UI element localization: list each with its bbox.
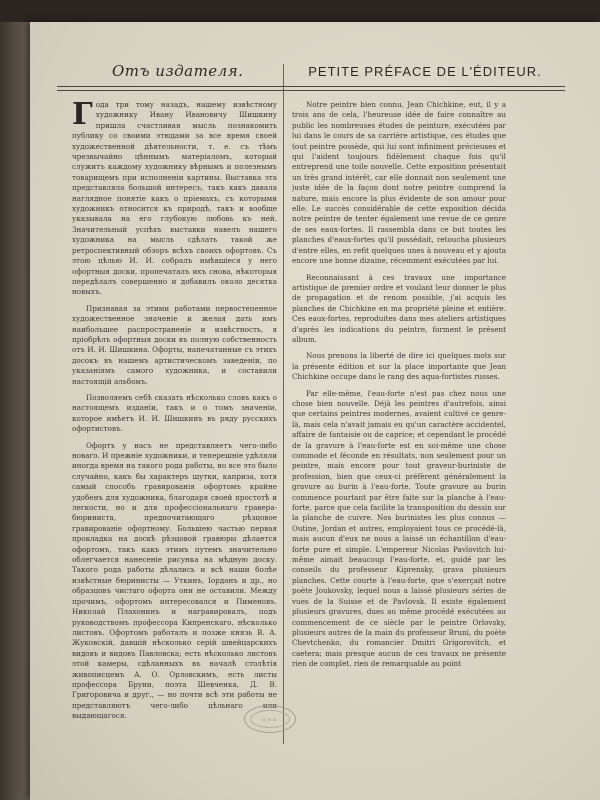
russian-text-column [72, 100, 277, 760]
paragraph: Nous prenons la liberté de dire ici quelques mots sur la présente édition et sur la place importante que Jean Chichkine occupe dans le rang des aqua-fortistes russes. [292, 351, 506, 382]
library-stamp [244, 705, 296, 733]
header-rule [57, 86, 565, 87]
stamp-inner-ring [250, 710, 290, 728]
book-gutter [0, 22, 32, 800]
paragraph: Par elle-même, l'eau-forte n'est pas chez nous une chose bien nouvelle. Déjà les peintres d'autrefois, ainsi que certains peintres modernes, avaient cultivé ce genre-là, mais cela n'avait jamais eu qu'un caractère accidentel, affaire de fantaisie ou de caprice; et cependant le procédé de la gravure à l'eau-forte est en soi-même une chose commode et féconde en résultats, non seulement pour un peintre, mais encore pour tout graveur-buriniste de profession, bien que ceux-ci préfèrent généralement la gravure au burin à l'eau-forte. Toute gravure au burin commence pourtant par être faite sur la planche à l'eau-forte, parce que cela facilite la transposition du dessin sur la planche de cuivre. Nos burinistes les plus connus — Outine, Jordan et autres, employaient tous ce procédé-là, mais aucun d'eux ne nous a laissé un échantillon d'eau-forte pure et simple. L'empereur Nicolas Pavlovitch lui-même aimait beaucoup l'eau-forte, et, guidé par les conseils du professeur Kiprensky, grava plusieurs planches. Cette courte à l'eau-forte, que s'exerçait notre poète Joukovsky, lequel nous a laissé plusieurs séries de vues de la Suisse et de Pavlovsk. Il existe également plusieurs gravures, dues au même procédé exécutées au commencement de ce siècle par le peintre Orlovsky, plusieurs autres de la main du professeur Bruni, du poète Chevtchenko, du romancier Dmitri Grigorovitch, et caetera; mais presque aucun de ces travaux ne présente rien de complet, rien de remarquable au point [292, 388, 506, 669]
paragraph: Позволяемъ себѣ сказать нѣсколько словъ какъ о настоящемъ изданіи, такъ и о томъ значеніи, которое имѣетъ И. И. Шишкинъ въ ряду русскихъ офортистовъ. [72, 392, 277, 434]
header-rule-secondary [57, 90, 565, 91]
column-divider [283, 64, 284, 744]
paragraph: Notre peintre bien connu, Jean Chichkine, eut, il y a trois ans de cela, l'heureuse idée de faire connaître au public les nombreuses études de peinture, exécutées par lui dans le cours de sa carrière artistique, ces études que tout peintre possède, qui lui sont infiniment précieuses et qui l'aident toujours fidèlement chaque fois qu'il entreprend une toile nouvelle. Cette exposition présentait un très grand intérêt, car elle donnait non seulement une juste idée de la façon dont notre peintre comprend la nature, mais encore la plus évidente de son amour pour elle. Le succès considérable de cette exposition décida notre peintre de tenter également une revue de ce genre de ses eaux-fortes. Il rassembla dans ce but toutes les planches d'eaux-fortes qu'il possédait, retoucha plusieurs d'entre elles, en refit quelques unes à nouveau et y ajouta encore une bonne dizaine, récemment exécutées par lui. [292, 100, 506, 266]
paragraph: Признавая за этими работами первостепенное художественное значеніе и желая дать имъ наибольшее распространеніе и извѣстность, я пріобрѣлъ офортныя доски въ полную собственность отъ И. И. Шишкина. Офорты, напечатанные съ этихъ досокъ въ нашемъ артистическомъ заведеніи, по указаніямъ самого художника, и составили настоящій альбомъ. [72, 303, 277, 386]
french-text-column [292, 100, 506, 790]
paragraph: Reconnaissant à ces travaux une importance artistique de premier ordre et voulant leur donner le plus de propagation et de renom possible, j'ai acquis les planches de Chichkine en ma propriété pleine et entière. Ces eaux-fortes, reproduites dans mes ateliers artistiques d'après les indications du peintre, forment le présent album. [292, 272, 506, 344]
dropcap-letter: Г [72, 100, 93, 132]
stamp-text: А. Ф. М. [262, 716, 278, 722]
paragraph: ода три тому назадъ, нашему извѣстному художнику Ивану Ивановичу Шишкину пришла счастливая мысль познакомить публику со своими этюдами за все время своей художественной дѣятельности, т. е. съ тѣмъ чрезвычайно цѣннымъ матеріаломъ, который служитъ каждому художнику вѣрнымъ и полезнымъ товарищемъ при исполненіи картины. Выставка эта представляла большой интересъ, такъ какъ давала наглядное понятіе какъ о пріемахъ, съ которыми художникъ относится къ природѣ, такъ и вообще указывала на его глубокую любовь къ ней. Значительный успѣхъ выставки навелъ нашего художника на мысль сдѣлать такой же ретроспективный обзоръ всѣхъ своихъ офортовъ. Съ этою цѣлью И. И. собралъ имѣвшіеся у него офортныя доски, пропечаталъ ихъ снова, нѣкоторыя передѣлалъ совершенно и добавилъ около десятка новыхъ. [72, 100, 277, 297]
header-title-french: PETITE PRÉFACE DE L'ÉDITEUR. [308, 64, 542, 79]
paragraph: Офортъ у насъ не представляетъ чего-либо новаго. И прежніе художники, и теперешніе удѣляли иногда время на такого рода работы, но все это было случайно, какъ бы характеръ шутки, каприза, хотя самый способъ гравированія офортомъ крайне удобенъ для художника, благодаря своей простотѣ и легкости, но и для профессіональнаго гравера-бюриниста, предпочитающаго рѣзцовое гравированіе офортному. Большею частью первая прокладка на доскѣ рѣзцовой гравюры дѣлается офортомъ, такъ какъ этимъ путемъ значительно облегчается нанесеніе рисунка на мѣдную доску. Такого рода работы дѣлались и всѣ наши болѣе извѣстные бюринисты — Уткинъ, Іорданъ и др., но образцовъ чистаго офорта они не оставили. Между прочимъ, офортомъ интересовался и Пименовъ. Николай Плахонинъ и награвировалъ, подъ руководствомъ профессора Кипренскаго, нѣсколько листовъ. Офортомъ работалъ и позже князь В. А. Жуковскій, давшій нѣсколько серій швейцарскихъ видовъ и видовъ Павловска; есть нѣсколько листовъ этой камеры, сдѣланныхъ въ началѣ столѣтія живописцемъ А. О. Орловскимъ, есть листы профессора Бруни, поэта Шевченка, Д. В. Григоровича и друг., — но почти всѣ эти работы не представляютъ чего-либо цѣльнаго или выдающагося. [72, 440, 277, 721]
header-title-russian: Отъ издателя. [112, 62, 244, 80]
